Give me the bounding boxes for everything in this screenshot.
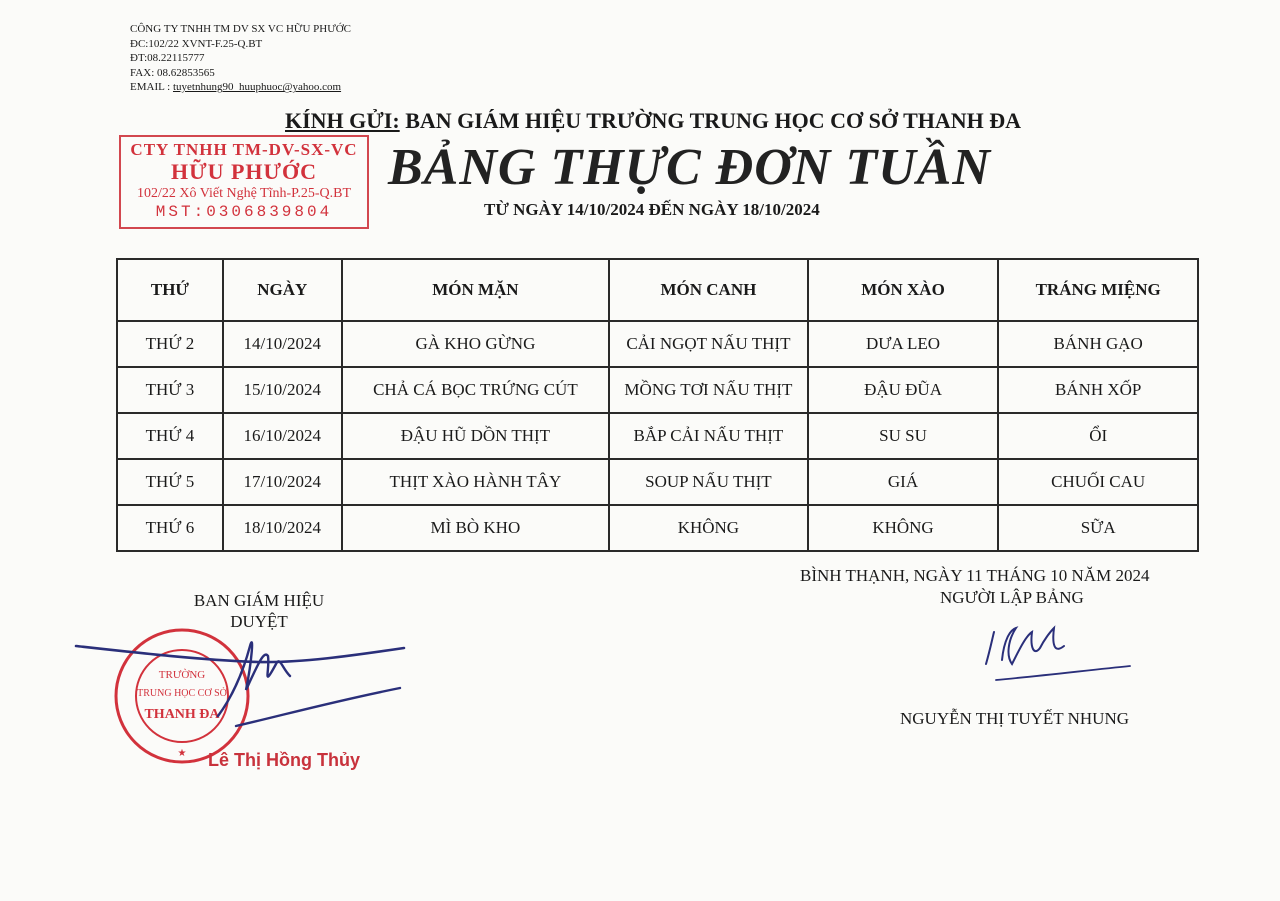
header-mon-canh: MÓN CANH	[609, 259, 808, 321]
cell-mon-canh: KHÔNG	[609, 505, 808, 551]
cell-thu: THỨ 3	[117, 367, 223, 413]
header-ngay: NGÀY	[223, 259, 342, 321]
approval-line-1: BAN GIÁM HIỆU	[193, 591, 325, 610]
company-phone: ĐT:08.22115777	[130, 52, 205, 65]
cell-trang-mieng: BÁNH XỐP	[998, 367, 1198, 413]
stamp-line-1: CTY TNHH TM-DV-SX-VC	[130, 140, 358, 159]
school-stamp-line-2: TRUNG HỌC CƠ SỞ	[137, 688, 227, 699]
cell-mon-man: GÀ KHO GỪNG	[342, 321, 609, 367]
company-fax: FAX: 08.62853565	[130, 66, 215, 79]
cell-mon-xao: ĐẬU ĐŨA	[808, 367, 999, 413]
cell-trang-mieng: BÁNH GẠO	[998, 321, 1198, 367]
recipient-label: KÍNH GỬI:	[285, 108, 400, 133]
company-name: CÔNG TY TNHH TM DV SX VC HỮU PHƯỚC	[130, 23, 352, 35]
header-mon-xao: MÓN XÀO	[808, 259, 999, 321]
preparer-name: NGUYỄN THỊ TUYẾT NHUNG	[900, 709, 1130, 728]
cell-thu: THỨ 4	[117, 413, 223, 459]
cell-ngay: 15/10/2024	[223, 367, 342, 413]
email-label: EMAIL :	[130, 81, 173, 94]
recipient-text: BAN GIÁM HIỆU TRƯỜNG TRUNG HỌC CƠ SỞ THANH ĐA	[399, 108, 1022, 133]
cell-mon-man: MÌ BÒ KHO	[342, 505, 609, 551]
cell-mon-man: CHẢ CÁ BỌC TRỨNG CÚT	[342, 367, 609, 413]
cell-mon-man: THỊT XÀO HÀNH TÂY	[342, 459, 609, 505]
school-stamp-line-1: TRƯỜNG	[158, 669, 206, 681]
cell-mon-xao: SU SU	[808, 413, 999, 459]
cell-mon-canh: BẮP CẢI NẤU THỊT	[609, 413, 808, 459]
cell-mon-xao: GIÁ	[808, 459, 999, 505]
cell-thu: THỨ 2	[117, 321, 223, 367]
header-trang-mieng: TRÁNG MIỆNG	[998, 259, 1198, 321]
cell-trang-mieng: SỮA	[998, 505, 1198, 551]
cell-mon-canh: MỒNG TƠI NẤU THỊT	[609, 367, 808, 413]
stamp-line-2: HỮU PHƯỚC	[170, 159, 318, 184]
date-range: TỪ NGÀY 14/10/2024 ĐẾN NGÀY 18/10/2024	[484, 200, 820, 219]
header-thu: THỨ	[117, 259, 223, 321]
approval-line-2: DUYỆT	[230, 612, 288, 631]
svg-text:★: ★	[177, 748, 187, 759]
cell-mon-canh: CẢI NGỌT NẤU THỊT	[609, 321, 808, 367]
company-address: ĐC:102/22 XVNT-F.25-Q.BT	[130, 37, 263, 50]
cell-ngay: 16/10/2024	[223, 413, 342, 459]
page-title: BẢNG THỰC ĐƠN TUẦN	[388, 139, 991, 196]
cell-mon-xao: DƯA LEO	[808, 321, 999, 367]
cell-mon-xao: KHÔNG	[808, 505, 999, 551]
cell-thu: THỨ 5	[117, 459, 223, 505]
email-link[interactable]: tuyetnhung90_huuphuoc@yahoo.com	[172, 81, 342, 94]
cell-ngay: 18/10/2024	[223, 505, 342, 551]
cell-ngay: 14/10/2024	[223, 321, 342, 367]
preparer-role: NGƯỜI LẬP BẢNG	[940, 588, 1084, 607]
school-stamp-line-3: THANH ĐA	[144, 707, 220, 722]
approver-name: Lê Thị Hồng Thủy	[208, 750, 360, 770]
cell-ngay: 17/10/2024	[223, 459, 342, 505]
stamp-line-4: MST:0306839804	[155, 203, 333, 221]
cell-mon-canh: SOUP NẤU THỊT	[609, 459, 808, 505]
cell-mon-man: ĐẬU HŨ DỒN THỊT	[342, 413, 609, 459]
stamp-line-3: 102/22 Xô Viết Nghệ Tĩnh-P.25-Q.BT	[136, 186, 352, 201]
place-date: BÌNH THẠNH, NGÀY 11 THÁNG 10 NĂM 2024	[800, 566, 1150, 585]
cell-trang-mieng: CHUỐI CAU	[998, 459, 1198, 505]
cell-thu: THỨ 6	[117, 505, 223, 551]
cell-trang-mieng: ỔI	[998, 413, 1198, 459]
header-mon-man: MÓN MẶN	[342, 259, 609, 321]
